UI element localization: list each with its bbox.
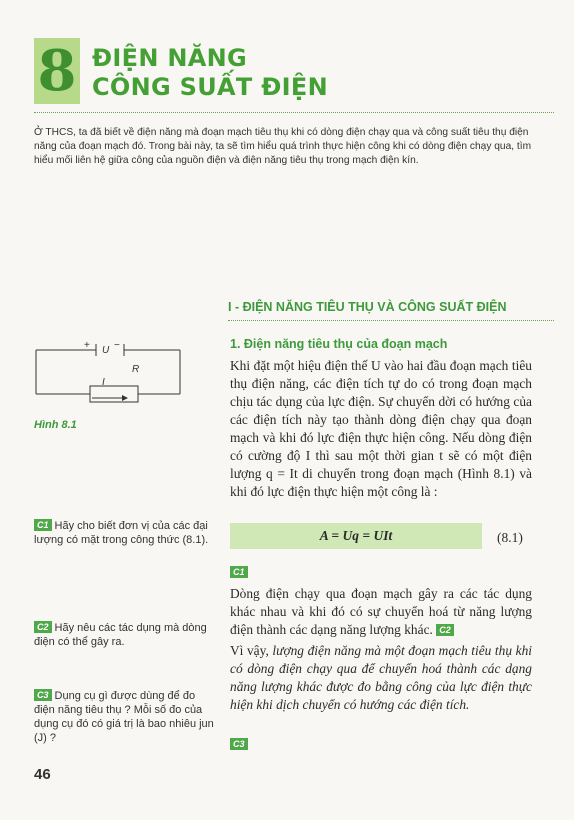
figure-caption: Hình 8.1 bbox=[34, 419, 77, 431]
c1-marker: C1 bbox=[230, 566, 248, 578]
paragraph-3 bbox=[230, 642, 532, 714]
formula-number: (8.1) bbox=[497, 530, 523, 545]
page-number: 46 bbox=[34, 766, 51, 783]
chapter-title-line1: ĐIỆN NĂNG bbox=[92, 44, 248, 72]
section-divider bbox=[228, 320, 554, 321]
c2-badge: C2 bbox=[34, 621, 52, 633]
circuit-diagram bbox=[34, 338, 184, 414]
formula-8-1: A = Uq = UIt bbox=[230, 523, 482, 549]
section-heading: I - ĐIỆN NĂNG TIÊU THỤ VÀ CÔNG SUẤT ĐIỆN bbox=[228, 300, 507, 314]
current-label: I bbox=[102, 377, 105, 388]
question-c1-text: Hãy cho biết đơn vị của các đại lượng có mặt trong công thức (8.1). bbox=[34, 520, 209, 546]
paragraph-3-definition: lượng điện năng mà một đoạn mạch tiêu thụ khi có dòng điện chạy qua để chuyển hoá thành các dạng năng lượng khác được đo bằng công của lực điện thực hiện khi dịch chuyển có hướng các điện tích. bbox=[230, 643, 532, 712]
question-c2 bbox=[34, 621, 218, 649]
chapter-divider bbox=[34, 112, 554, 113]
paragraph-3-lead: Vì vậy, bbox=[230, 643, 269, 658]
c1-badge: C1 bbox=[34, 519, 52, 531]
paragraph-2-text: Dòng điện chạy qua đoạn mạch gây ra các tác dụng khác nhau và khi đó có sự chuyển hoá từ năng lượng điện thành các dạng năng lượng khác. bbox=[230, 586, 532, 637]
question-c2-text: Hãy nêu các tác dụng mà dòng điện có thể gây ra. bbox=[34, 622, 207, 648]
question-c3 bbox=[34, 689, 218, 745]
c3-marker: C3 bbox=[230, 738, 248, 750]
voltage-label: U bbox=[102, 345, 110, 356]
resistor-label: R bbox=[132, 364, 140, 375]
question-c3-text: Dụng cụ gì được dùng để đo điện năng tiêu thụ ? Mỗi số đo của dụng cụ đó có giá trị là bao nhiêu jun (J) ? bbox=[34, 690, 214, 744]
subsection-heading: 1. Điện năng tiêu thụ của đoạn mạch bbox=[230, 337, 448, 351]
chapter-number: 8 bbox=[34, 38, 80, 104]
c2-marker: C2 bbox=[436, 624, 454, 636]
paragraph-2 bbox=[230, 585, 532, 639]
paragraph-1: Khi đặt một hiệu điện thế U vào hai đầu đoạn mạch tiêu thụ điện năng, các điện tích tự do có trong đoạn mạch chịu tác dụng của lực điện. Sự chuyển dời có hướng của các điện tích này tạo thành dòng điện chạy qua đoạn mạch và khi đó lực điện thực hiện công. Nếu dòng điện có cường độ I thì sau một thời gian t sẽ có một điện lượng q = It di chuyển trong đoạn mạch (Hình 8.1) và khi đó lực điện thực hiện một công là : bbox=[230, 358, 532, 499]
c3-badge: C3 bbox=[34, 689, 52, 701]
minus-label: − bbox=[114, 340, 120, 351]
intro-paragraph: Ở THCS, ta đã biết về điện năng mà đoạn mạch tiêu thụ khi có dòng điện chạy qua và công suất tiêu thụ điện năng của đoạn mạch đó. Trong bài này, ta sẽ tìm hiểu quá trình thực hiện công khi có dòng điện chạy qua, tìm hiểu mối liên hệ giữa công của nguồn điện và điện năng tiêu thụ trong mạch điện kín. bbox=[34, 127, 532, 166]
plus-label: + bbox=[84, 340, 90, 351]
chapter-title bbox=[92, 44, 328, 102]
question-c1 bbox=[34, 519, 218, 547]
chapter-title-line2: CÔNG SUẤT ĐIỆN bbox=[92, 73, 328, 101]
